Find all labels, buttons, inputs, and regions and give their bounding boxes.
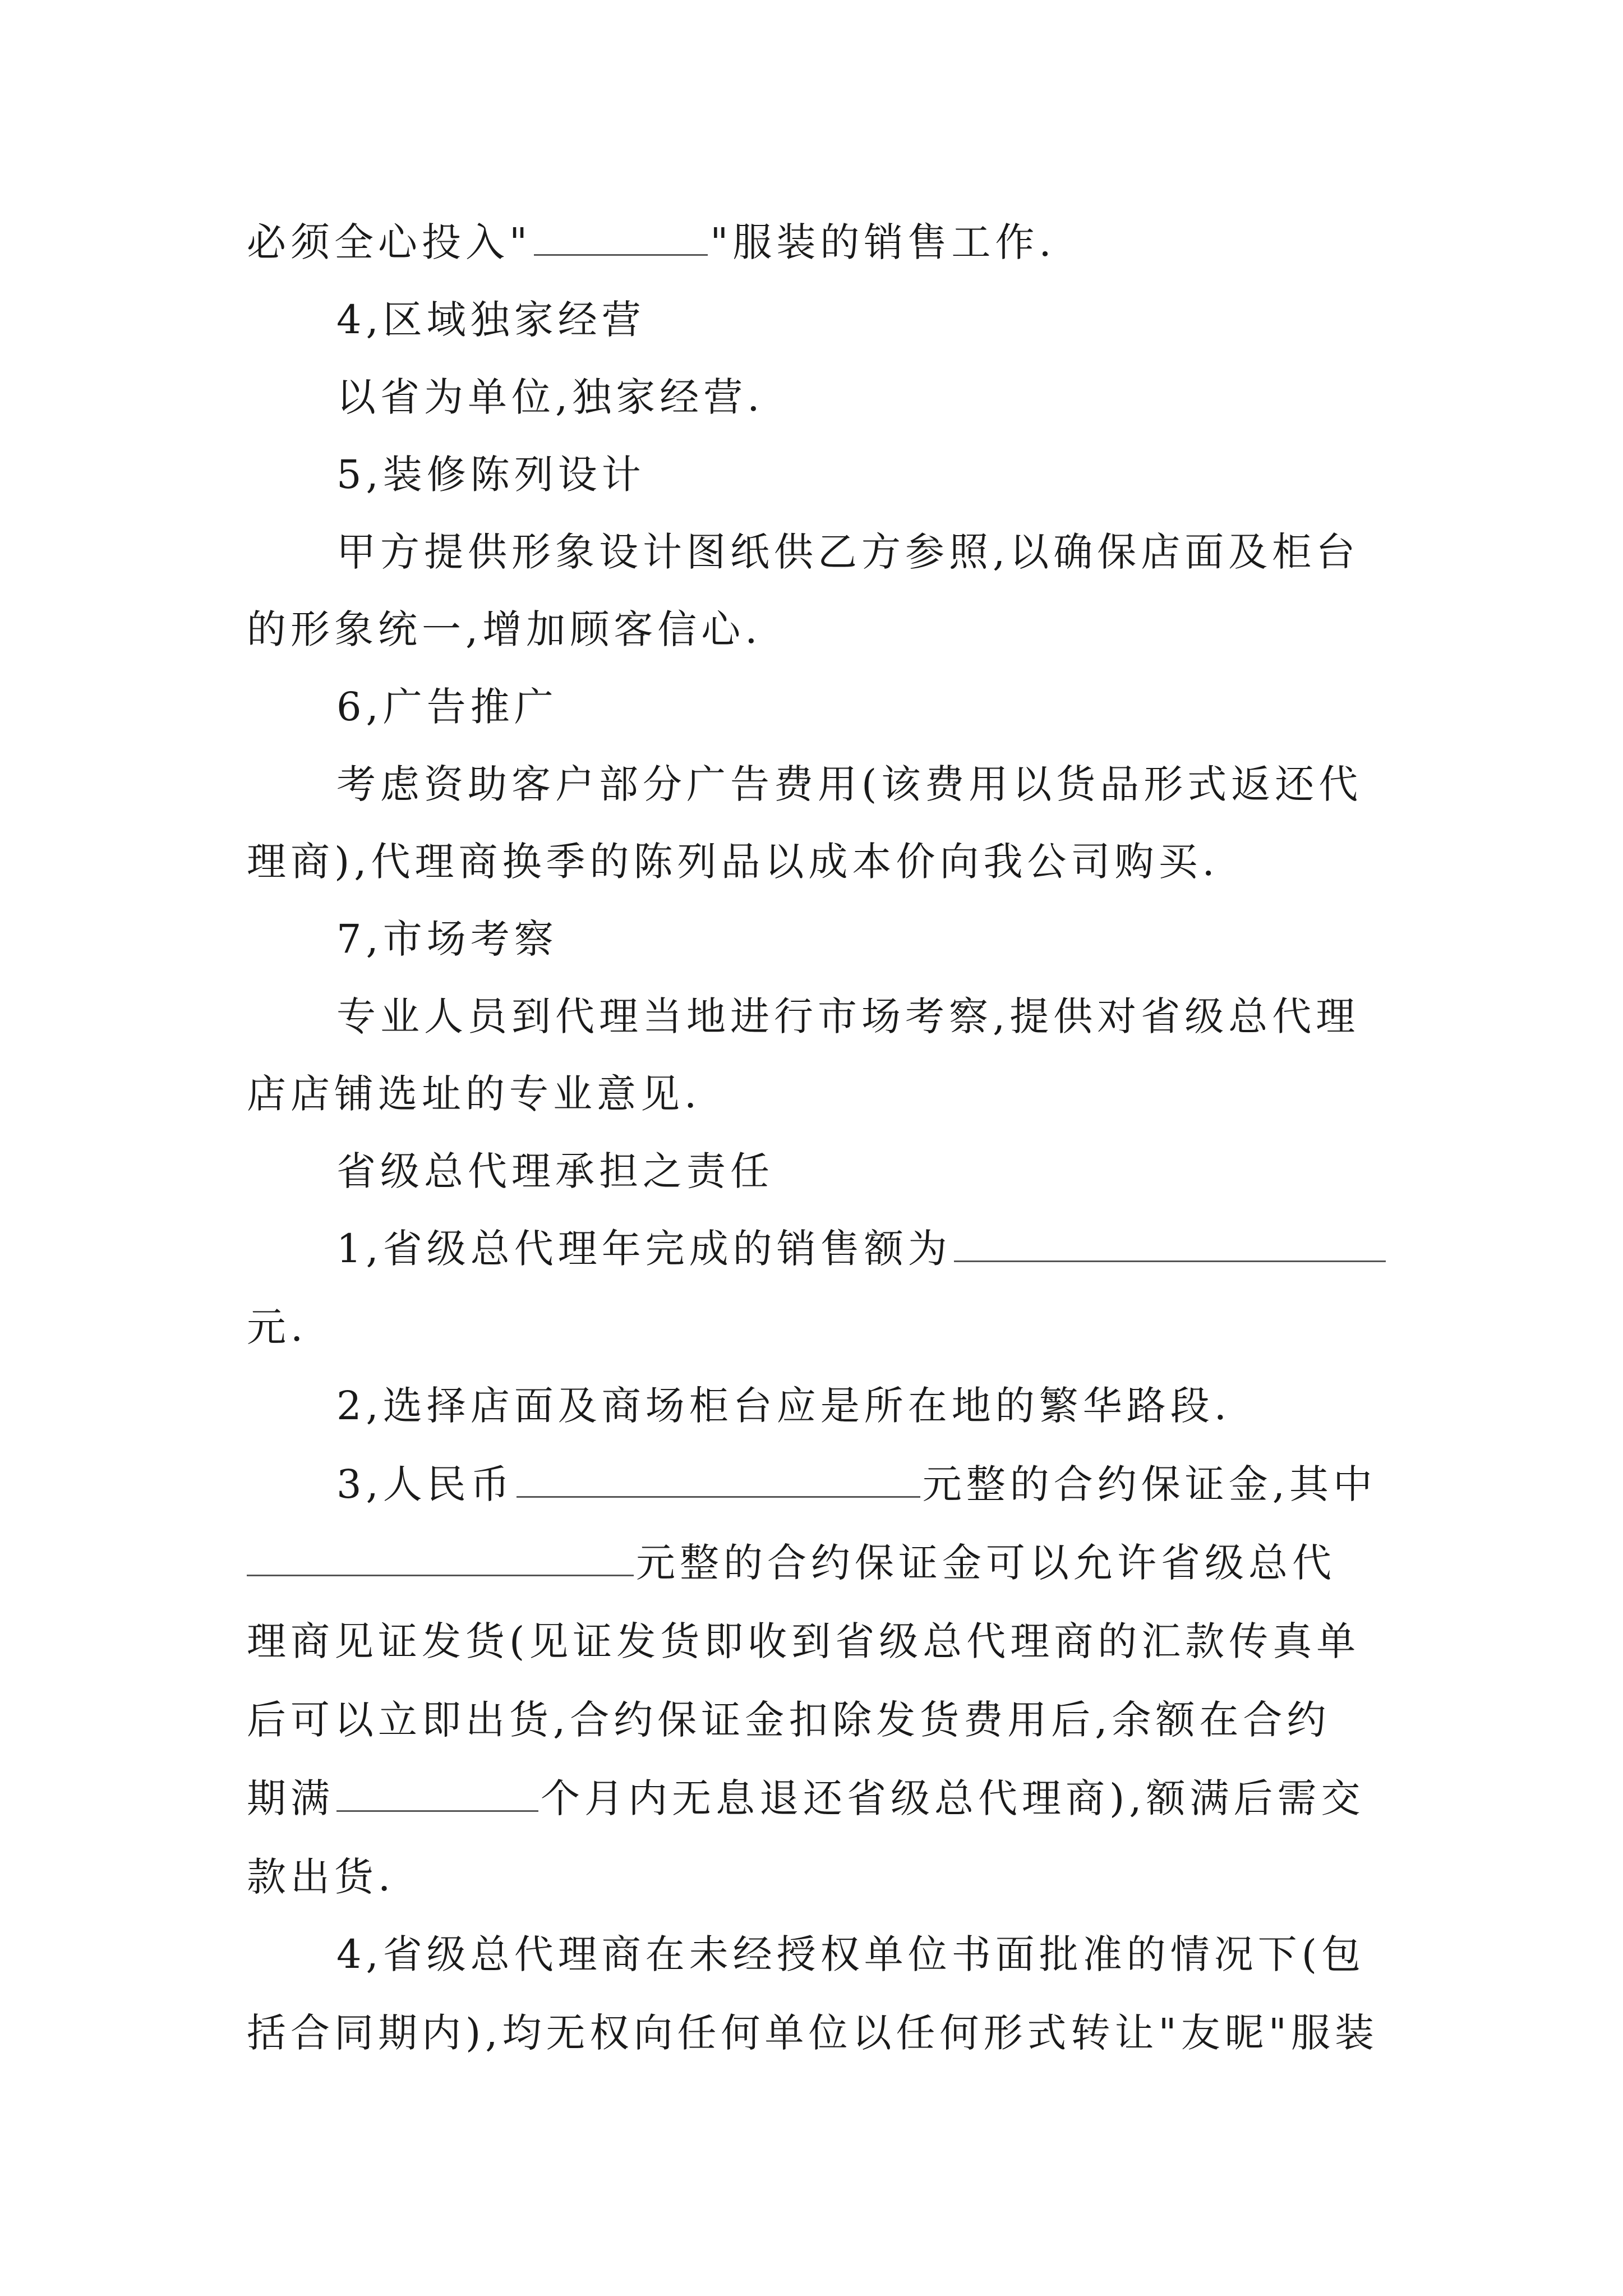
section-heading: 4,区域独家经营 (336, 297, 645, 343)
paragraph-line: 理商见证发货(见证发货即收到省级总代理商的汇款传真单 (247, 1618, 1361, 1664)
section-heading: 5,装修陈列设计 (336, 452, 645, 498)
section-heading: 省级总代理承担之责任 (336, 1148, 774, 1194)
fill-in-blank (336, 1771, 538, 1812)
section-heading: 6,广告推广 (336, 684, 558, 730)
paragraph-line: 以省为单位,独家经营. (336, 374, 764, 420)
paragraph-line: 店店铺选址的专业意见. (247, 1071, 702, 1117)
paragraph-line: 甲方提供形象设计图纸供乙方参照,以确保店面及柜台 (336, 529, 1360, 575)
paragraph-line: 理商),代理商换季的陈列品以成本价向我公司购买. (247, 839, 1219, 885)
paragraph-line: 考虑资助客户部分广告费用(该费用以货品形式返还代 (336, 761, 1363, 807)
fill-in-blank (534, 215, 708, 256)
paragraph-line: 期满 个月内无息退还省级总代理商),额满后需交 (247, 1765, 1389, 1832)
paragraph-line: 后可以立即出货,合约保证金扣除发货费用后,余额在合约 (247, 1697, 1331, 1743)
paragraph-line: 元整的合约保证金可以允许省级总代 (247, 1529, 1389, 1596)
paragraph-line: 专业人员到代理当地进行市场考察,提供对省级总代理 (336, 993, 1360, 1039)
paragraph-line: 的形象统一,增加顾客信心. (247, 606, 762, 652)
paragraph-line: 必须全心投入" "服装的销售工作. (247, 209, 1389, 276)
paragraph-line: 元. (247, 1304, 308, 1350)
fill-in-blank (517, 1457, 920, 1498)
paragraph-line: 4,省级总代理商在未经授权单位书面批准的情况下(包 (336, 1931, 1366, 1977)
paragraph-line: 2,选择店面及商场柜台应是所在地的繁华路段. (336, 1383, 1232, 1429)
section-heading: 7,市场考察 (336, 916, 558, 962)
paragraph-line: 3,人民币 元整的合约保证金,其中 (336, 1451, 1389, 1518)
paragraph-line: 括合同期内),均无权向任何单位以任何形式转让"友昵"服装 (247, 2010, 1378, 2056)
paragraph-line: 1,省级总代理年完成的销售额为 (336, 1215, 1389, 1282)
fill-in-blank (954, 1221, 1386, 1262)
fill-in-blank (247, 1535, 634, 1576)
paragraph-line: 款出货. (247, 1854, 395, 1900)
